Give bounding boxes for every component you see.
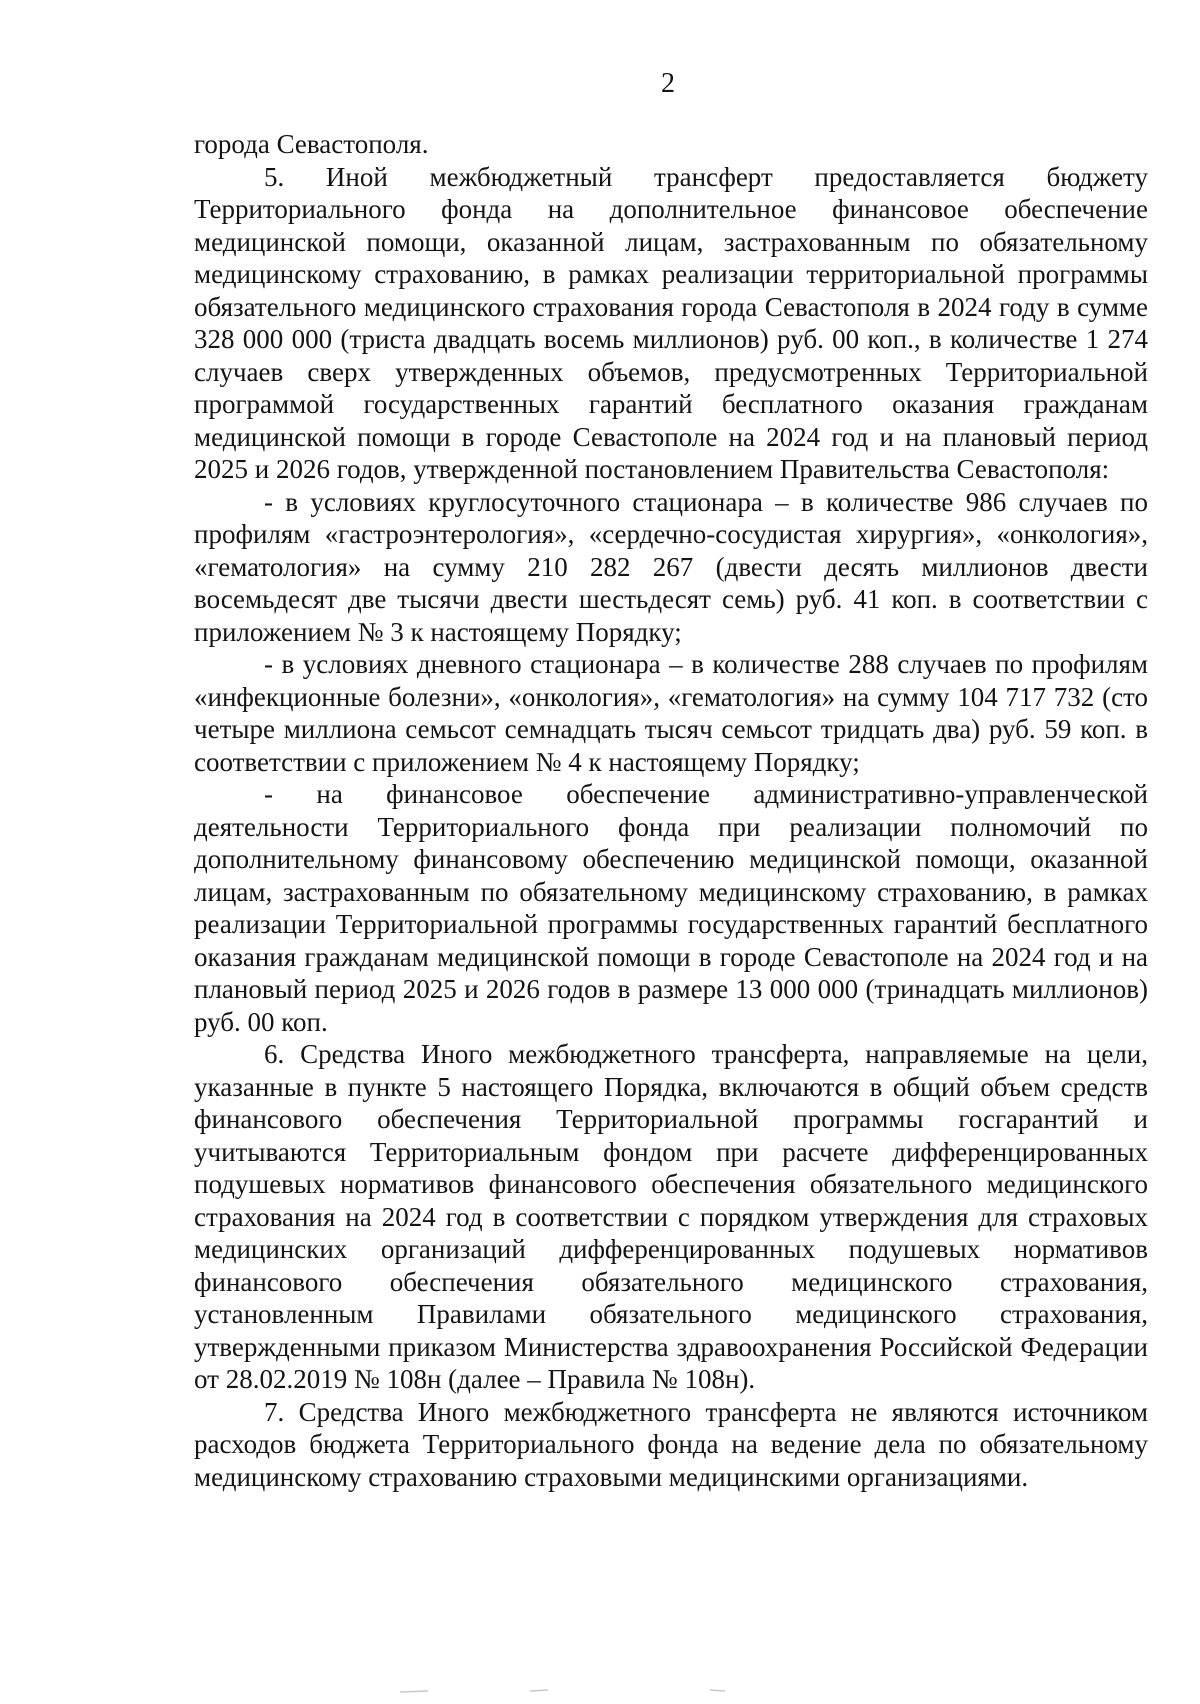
paragraph: - на финансовое обеспечение административно-управленческой деятельности Территориального фонда при реализации полномочий по дополнительному финансовому обеспечению медицинской помощи, оказанной лицам, застрахованным по обязательному медицинскому страхованию, в рамках реализации Территориальной программы государственных гарантий бесплатного оказания гражданам медицинской помощи в городе Севастополе на 2024 год и на плановый период 2025 и 2026 годов в размере 13 000 000 (тринадцать миллионов) руб. 00 коп. [194, 779, 1148, 1037]
page-number: 2 [661, 68, 675, 99]
paragraph: 6. Средства Иного межбюджетного трансферта, направляемые на цели, указанные в пункте 5 настоящего Порядка, включаются в общий объем средств финансового обеспечения Территориальной программы госгарантий и учитываются Территориальным фондом при расчете дифференцированных подушевых нормативов финансового обеспечения обязательного медицинского страхования на 2024 год в соответствии с порядком утверждения для страховых медицинских организаций дифференцированных подушевых нормативов финансового обеспечения обязательного медицинского страхования, установленным Правилами обязательного медицинского страхования, утвержденными приказом Министерства здравоохранения Российской Федерации от 28.02.2019 № 108н (далее – Правила № 108н). [194, 1039, 1148, 1394]
paragraph: - в условиях круглосуточного стационара – в количестве 986 случаев по профилям «гастроэнтерология», «сердечно-сосудистая хирургия», «онкология», «гематология» на сумму 210 282 267 (двести десять миллионов двести восемьдесят две тысячи двести шестьдесят семь) руб. 41 коп. в соответствии с приложением № 3 к настоящему Порядку; [194, 486, 1148, 647]
paragraph: - в условиях дневного стационара – в количестве 288 случаев по профилям «инфекционные болезни», «онкология», «гематология» на сумму 104 717 732 (сто четыре миллиона семьсот семнадцать тысяч семьсот тридцать два) руб. 59 коп. в соответствии с приложением № 4 к настоящему Порядку; [194, 649, 1148, 777]
paragraph: 5. Иной межбюджетный трансферт предоставляется бюджету Территориального фонда на дополнительное финансовое обеспечение медицинской помощи, оказанной лицам, застрахованным по обязательному медицинскому страхованию, в рамках реализации территориальной программы обязательного медицинского страхования города Севастополя в 2024 году в сумме 328 000 000 (триста двадцать восемь миллионов) руб. 00 коп., в количестве 1 274 случаев сверх утвержденных объемов, предусмотренных Территориальной программой государственных гарантий бесплатного оказания гражданам медицинской помощи в городе Севастополе на 2024 год и на плановый период 2025 и 2026 годов, утвержденной постановлением Правительства Севастополя: [194, 161, 1148, 484]
document-body [194, 128, 1148, 1493]
paragraph: города Севастополя. [194, 129, 429, 159]
scan-artifact-marks [380, 1688, 860, 1694]
paragraph: 7. Средства Иного межбюджетного трансферта не являются источником расходов бюджета Территориального фонда на ведение дела по обязательному медицинскому страхованию страховыми медицинскими организациями. [194, 1396, 1148, 1492]
